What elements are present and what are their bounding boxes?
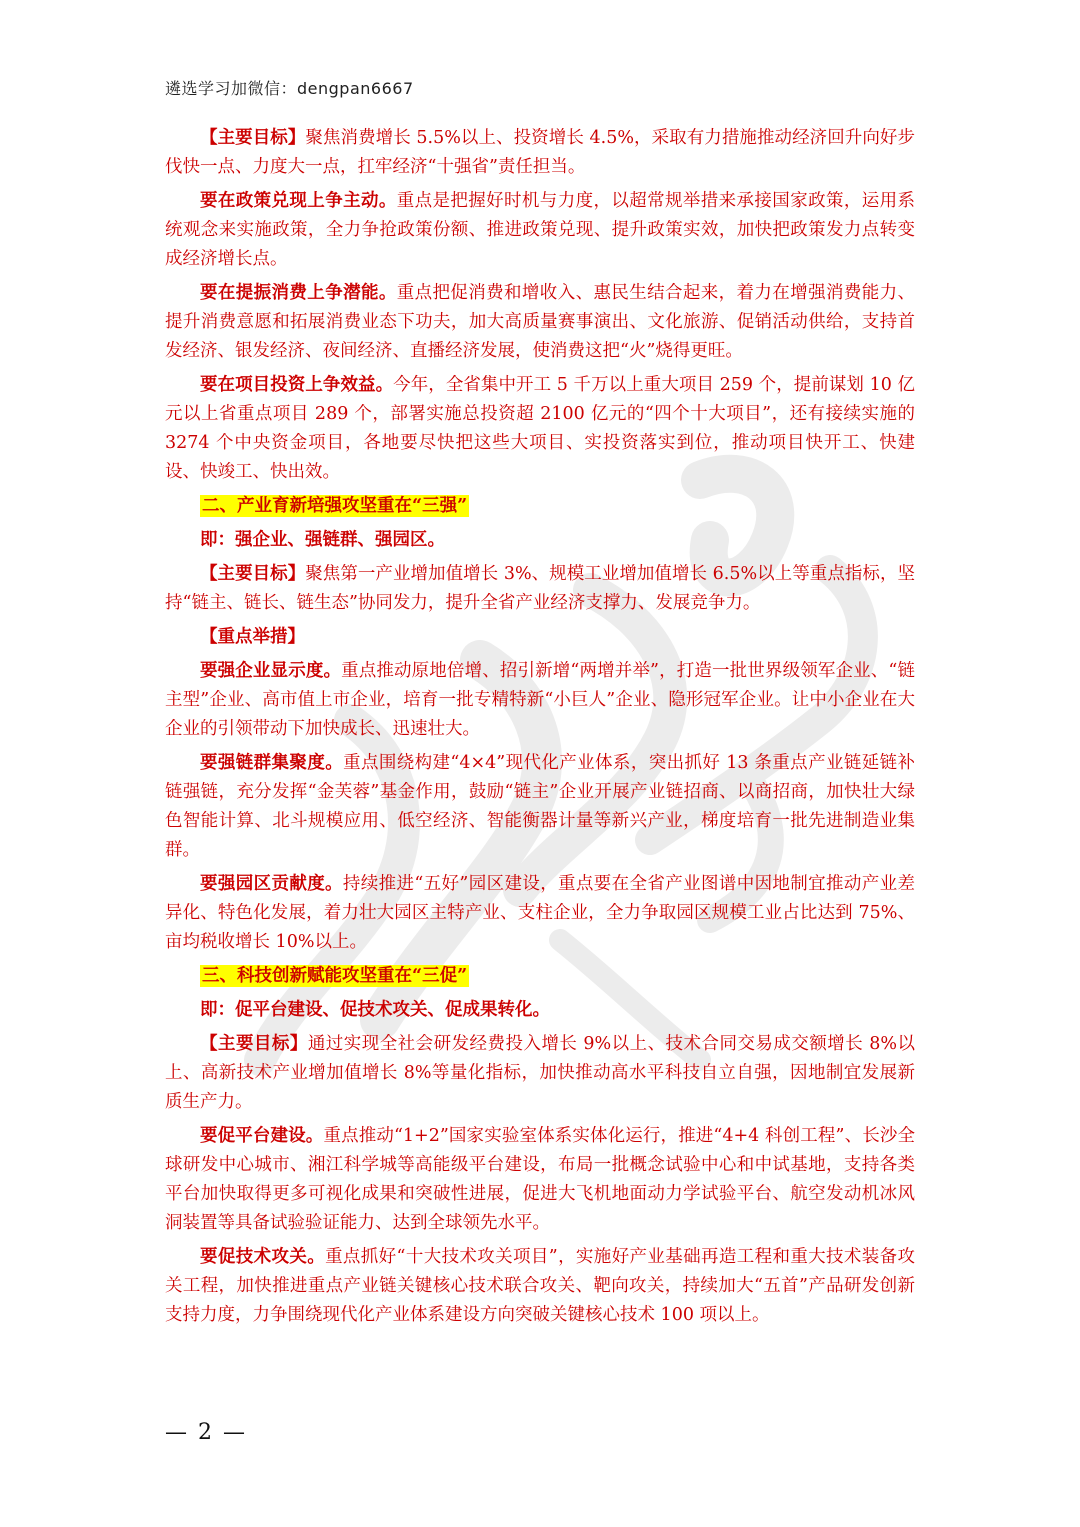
bold-line: 【重点举措】 [200, 627, 305, 647]
paragraph-lead: 要在政策兑现上争主动。 [200, 191, 397, 211]
page-number: — 2 — [165, 1420, 247, 1445]
paragraph-text: 通过实现全社会研发经费投入增长 9%以上、技术合同交易成交额增长 8%以上、高新技术产业增加值增长 8%等量化指标，加快推动高水平科技自立自强，因地制宜发展新质生产力。 [165, 1034, 915, 1112]
paragraph-lead: 要强企业显示度。 [200, 661, 342, 681]
paragraph-text: 重点是把握好时机与力度，以超常规举措来承接国家政策，运用系统观念来实施政策，全力争抢政策份额、推进政策兑现、提升政策实效，加快把政策发力点转变成经济增长点。 [165, 191, 916, 269]
paragraph-text: 持续推进“五好”园区建设，重点要在全省产业图谱中因地制宜推动产业差异化、特色化发展，着力壮大园区主特产业、支柱企业，全力争取园区规模工业占比达到 75%、亩均税收增长 10%以上。 [165, 874, 915, 952]
paragraph [165, 1243, 915, 1330]
paragraph-lead: 要促技术攻关。 [200, 1247, 326, 1267]
paragraph-text: 重点推动“1+2”国家实验室体系实体化运行，推进“4+4 科创工程”、长沙全球研发中心城市、湘江科学城等高能级平台建设，布局一批概念试验中心和中试基地，支持各类平台加快取得更多可视化成果和突破性进展，促进大飞机地面动力学试验平台、航空发动机冰风洞装置等具备试验验证能力、达到全球领先水平。 [165, 1126, 915, 1233]
paragraph [165, 749, 915, 865]
section-heading-text: 三、科技创新赋能攻坚重在“三促” [202, 966, 468, 986]
section-heading [165, 492, 915, 521]
paragraph [165, 124, 915, 182]
paragraph [165, 1030, 915, 1117]
paragraph-text: 重点把促消费和增收入、惠民生结合起来，着力在增强消费能力、提升消费意愿和拓展消费业态下功夫，加大高质量赛事演出、文化旅游、促销活动供给，支持首发经济、银发经济、夜间经济、直播经济发展，使消费这把“火”烧得更旺。 [165, 283, 916, 361]
paragraph [165, 279, 915, 366]
paragraph-lead: 要强园区贡献度。 [200, 874, 343, 894]
paragraph-lead: 要强链群集聚度。 [200, 753, 344, 773]
page-header: 遴选学习加微信：dengpan6667 [165, 79, 414, 98]
paragraph-lead: 【主要目标】 [200, 564, 306, 584]
paragraph [165, 1122, 915, 1238]
paragraph-lead: 要促平台建设。 [200, 1126, 324, 1146]
section-heading [165, 962, 915, 991]
paragraph [165, 870, 915, 957]
paragraph-lead: 【主要目标】 [200, 1034, 308, 1054]
paragraph-text: 聚焦第一产业增加值增长 3%、规模工业增加值增长 6.5%以上等重点指标，坚持“链主、链长、链生态”协同发力，提升全省产业经济支撑力、发展竞争力。 [165, 564, 915, 613]
paragraph [165, 657, 915, 744]
bold-line: 即：强企业、强链群、强园区。 [200, 530, 445, 550]
paragraph [165, 371, 915, 487]
paragraph-text: 重点围绕构建“4×4”现代化产业体系，突出抓好 13 条重点产业链延链补链强链，充分发挥“金芙蓉”基金作用，鼓励“链主”企业开展产业链招商、以商招商，加快壮大绿色智能计算、北斗规模应用、低空经济、智能衡器计量等新兴产业，梯度培育一批先进制造业集群。 [165, 753, 916, 860]
paragraph [165, 187, 915, 274]
paragraph-lead: 要在提振消费上争潜能。 [200, 283, 397, 303]
paragraph-lead: 要在项目投资上争效益。 [200, 375, 394, 395]
section-heading-text: 二、产业育新培强攻坚重在“三强” [202, 496, 468, 516]
paragraph [165, 560, 915, 618]
paragraph-text: 今年，全省集中开工 5 千万以上重大项目 259 个，提前谋划 10 亿元以上省重点项目 289 个，部署实施总投资超 2100 亿元的“四个十大项目”，还有接续实施的 3274 个中央资金项目，各地要尽快把这些大项目、实投资落实到位，推动项目快开工、快建设、快竣工、快出效。 [165, 375, 915, 482]
paragraph-text: 重点推动原地倍增、招引新增“两增并举”，打造一批世界级领军企业、“链主型”企业、高市值上市企业，培育一批专精特新“小巨人”企业、隐形冠军企业。让中小企业在大企业的引领带动下加快成长、迅速壮大。 [165, 661, 915, 739]
document-body [165, 124, 915, 1335]
paragraph-lead: 【主要目标】 [200, 128, 306, 148]
paragraph-text: 重点抓好“十大技术攻关项目”，实施好产业基础再造工程和重大技术装备攻关工程，加快推进重点产业链关键核心技术联合攻关、靶向攻关，持续加大“五首”产品研发创新支持力度，力争围绕现代化产业体系建设方向突破关键核心技术 100 项以上。 [165, 1247, 916, 1325]
paragraph-text: 聚焦消费增长 5.5%以上、投资增长 4.5%，采取有力措施推动经济回升向好步伐快一点、力度大一点，扛牢经济“十强省”责任担当。 [165, 128, 915, 177]
bold-line: 即：促平台建设、促技术攻关、促成果转化。 [200, 1000, 550, 1020]
